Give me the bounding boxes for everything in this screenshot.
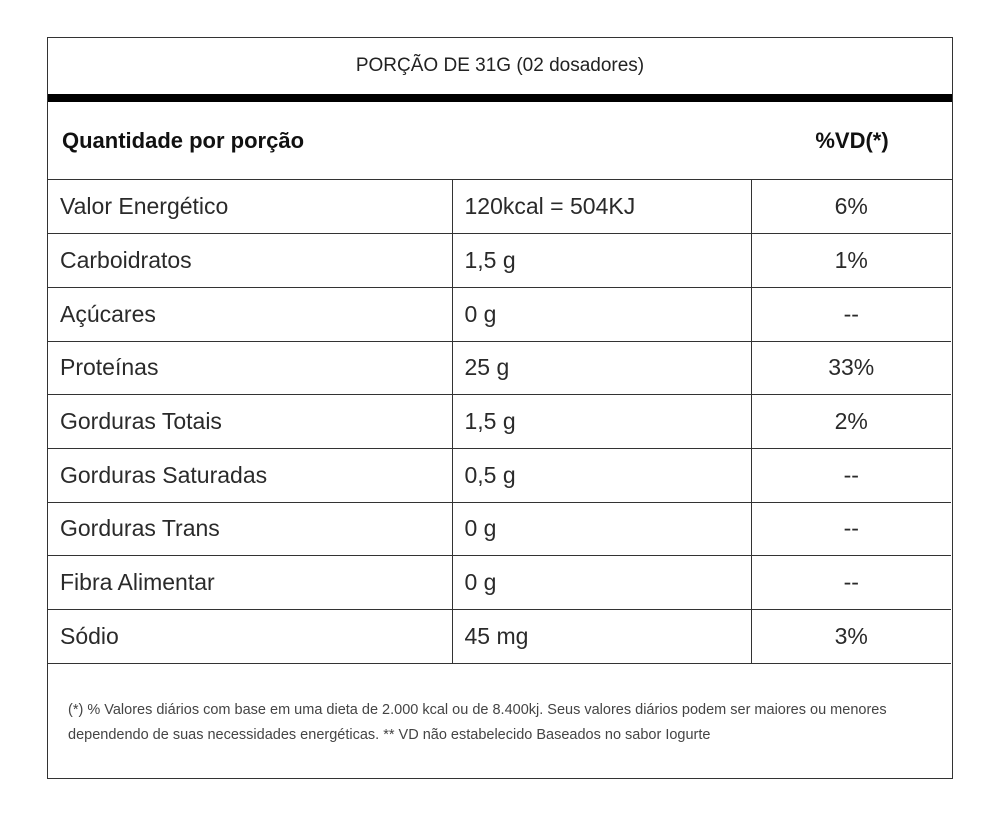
- nutrient-name: Sódio: [48, 610, 452, 664]
- nutrient-name: Gorduras Trans: [48, 502, 452, 556]
- table-header: [48, 102, 952, 180]
- quantity-per-serving-label: Quantidade por porção: [62, 127, 305, 153]
- table-row: [48, 341, 951, 395]
- nutrient-amount: 120kcal = 504KJ: [452, 180, 751, 234]
- nutrient-amount: 0 g: [452, 502, 751, 556]
- nutrient-amount: 45 mg: [452, 610, 751, 664]
- nutrient-daily-value: --: [751, 502, 951, 556]
- footnote: (*) % Valores diários com base em uma dieta de 2.000 kcal ou de 8.400kj. Seus valores diários podem ser maiores ou menores dependendo de suas necessidades energéticas. ** VD não estabelecido Baseados no sabor Iogurte: [68, 702, 887, 743]
- nutrient-amount: 0 g: [452, 287, 751, 341]
- table-row: [48, 610, 951, 664]
- nutrient-name: Carboidratos: [48, 234, 452, 288]
- nutrient-daily-value: --: [751, 287, 951, 341]
- nutrient-name: Valor Energético: [48, 180, 452, 234]
- nutrient-amount: 1,5 g: [452, 234, 751, 288]
- nutrition-facts-table: [47, 37, 953, 779]
- nutrient-daily-value: --: [751, 556, 951, 610]
- nutrient-name: Fibra Alimentar: [48, 556, 452, 610]
- nutrient-daily-value: 33%: [751, 341, 951, 395]
- table-row: [48, 448, 951, 502]
- table-row: [48, 234, 951, 288]
- nutrient-name: Gorduras Saturadas: [48, 448, 452, 502]
- nutrients-table: [48, 180, 951, 664]
- table-row: [48, 180, 951, 234]
- header-divider: [48, 94, 952, 102]
- table-row: [48, 287, 951, 341]
- nutrient-amount: 0,5 g: [452, 448, 751, 502]
- serving-size: PORÇÃO DE 31G (02 dosadores): [355, 55, 645, 76]
- nutrient-daily-value: 1%: [751, 234, 951, 288]
- daily-value-label: %VD(*): [815, 127, 889, 153]
- table-row: [48, 502, 951, 556]
- nutrient-name: Gorduras Totais: [48, 395, 452, 449]
- nutrient-daily-value: 2%: [751, 395, 951, 449]
- nutrient-daily-value: 6%: [751, 180, 951, 234]
- nutrient-amount: 1,5 g: [452, 395, 751, 449]
- table-row: [48, 395, 951, 449]
- nutrient-daily-value: --: [751, 448, 951, 502]
- nutrient-name: Açúcares: [48, 287, 452, 341]
- nutrient-daily-value: 3%: [751, 610, 951, 664]
- nutrient-amount: 0 g: [452, 556, 751, 610]
- table-row: [48, 556, 951, 610]
- nutrient-name: Proteínas: [48, 341, 452, 395]
- nutrient-amount: 25 g: [452, 341, 751, 395]
